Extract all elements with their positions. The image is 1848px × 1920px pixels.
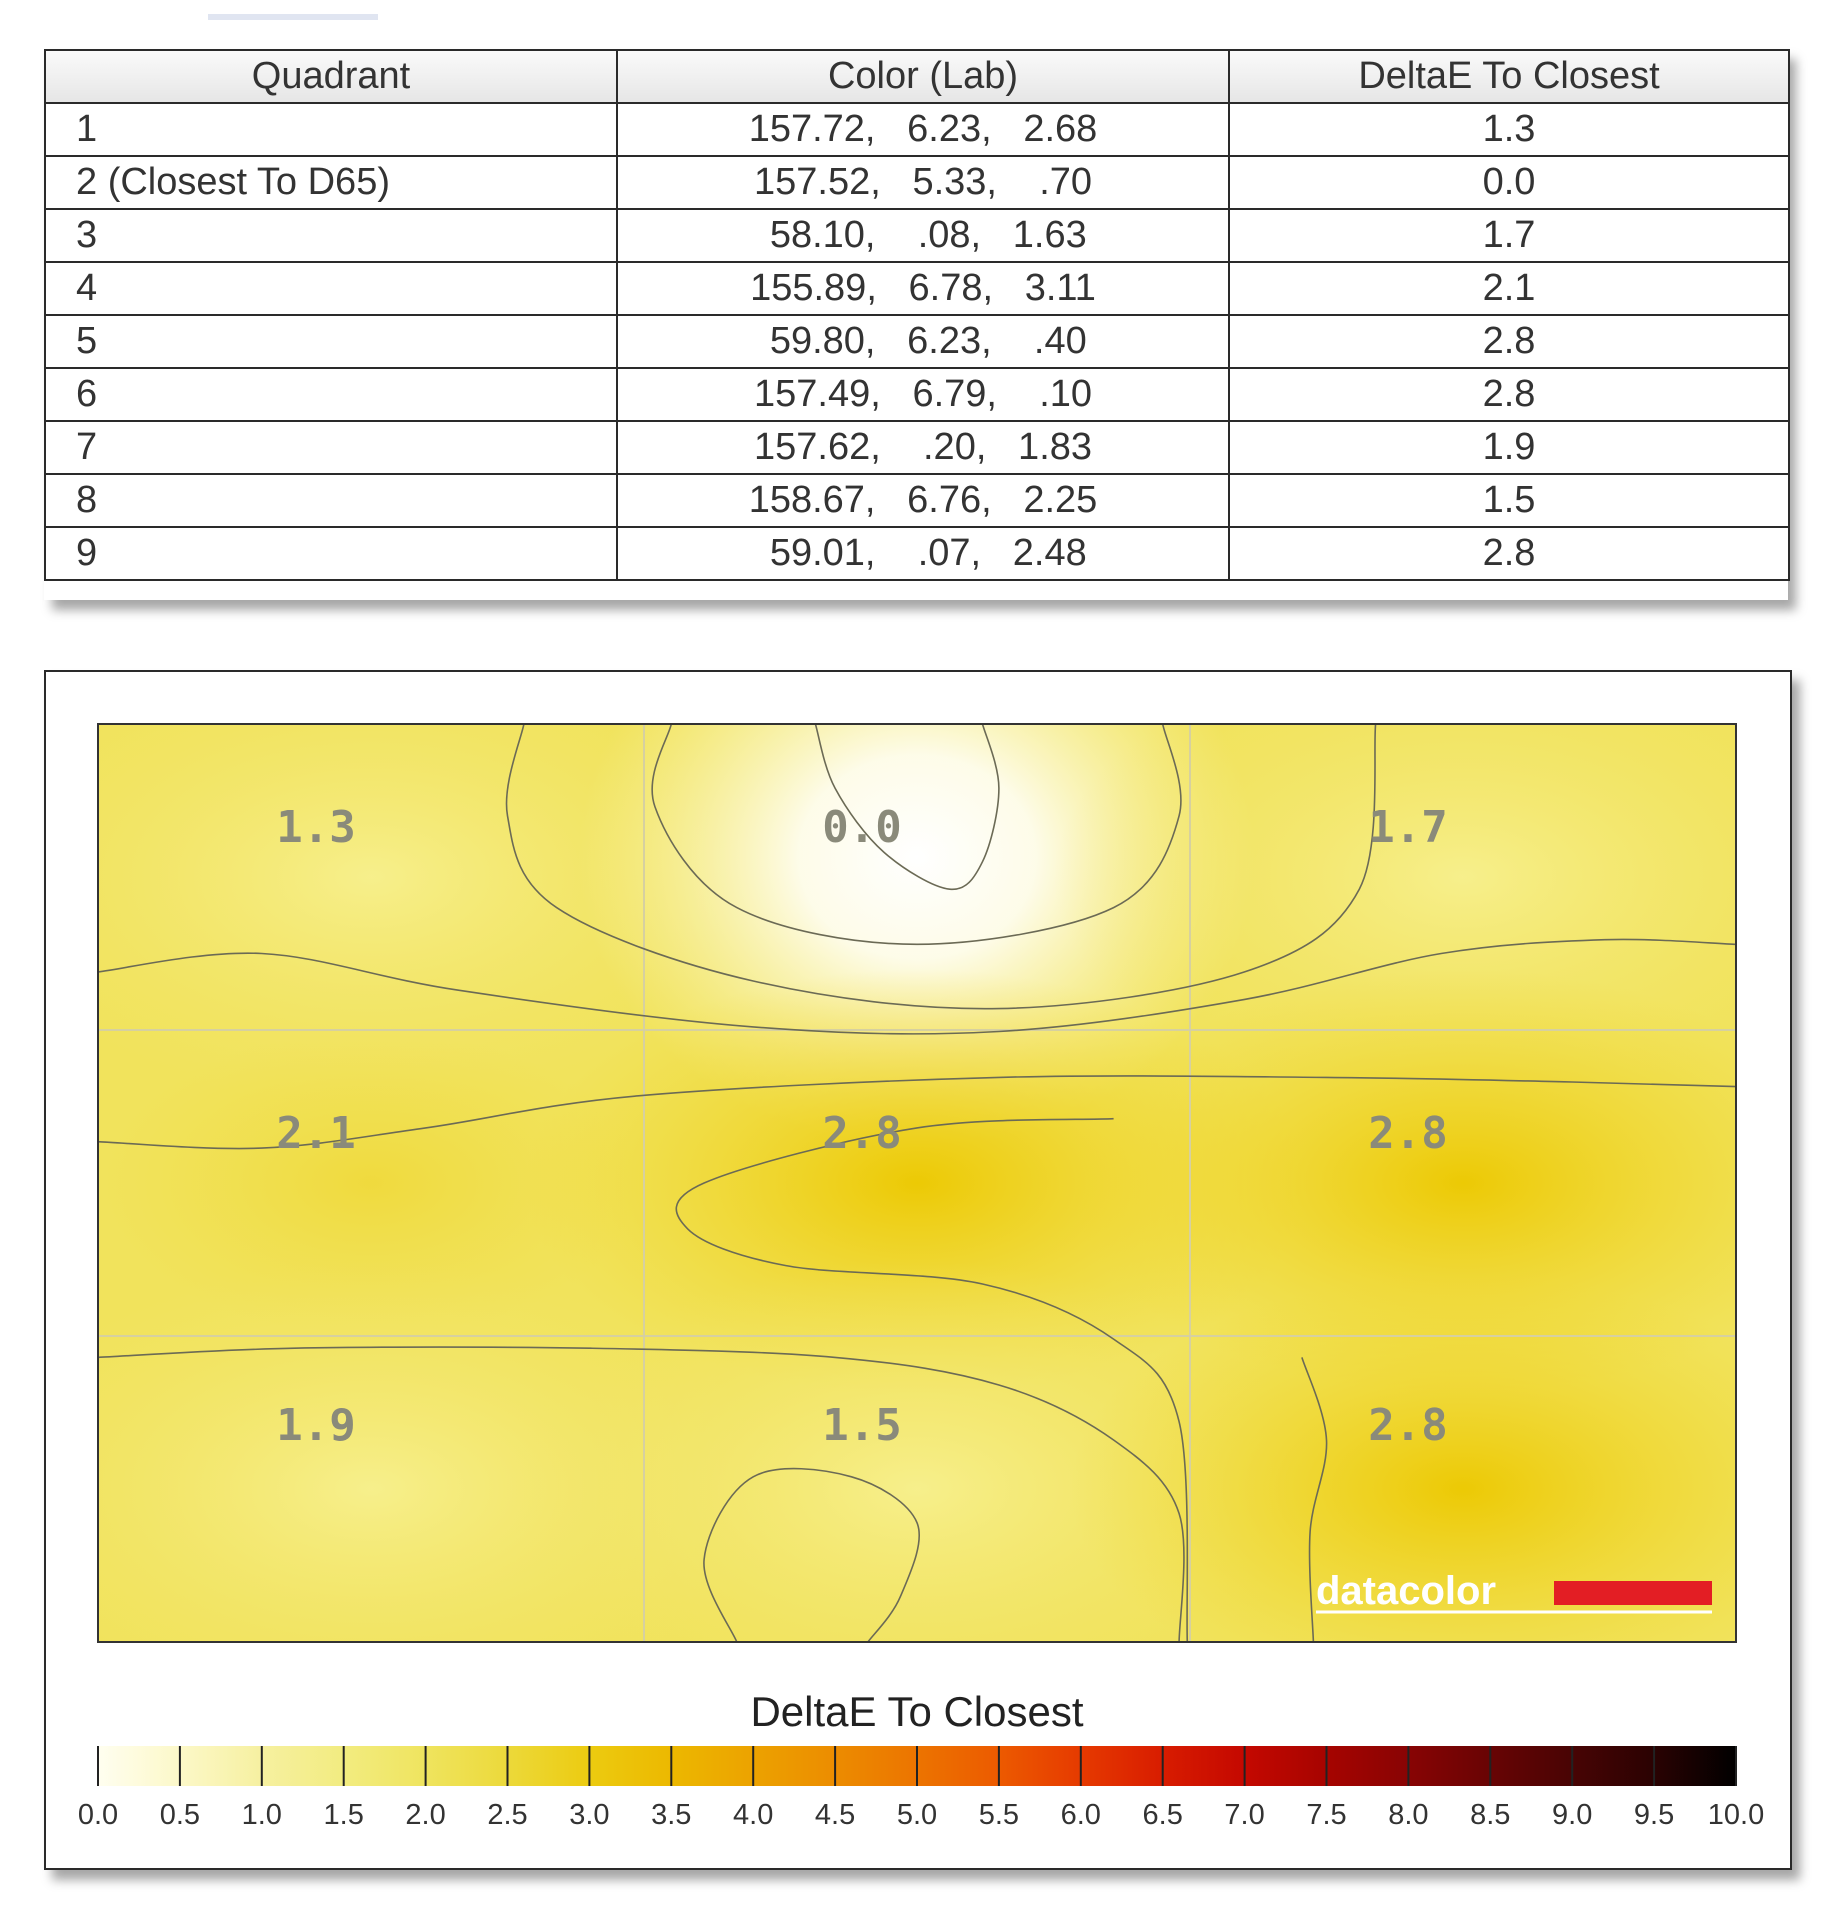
colorbar-tick-label: 6.5 — [1142, 1799, 1183, 1831]
colorbar-tick-label: 1.5 — [323, 1799, 364, 1831]
deltae-cell: 2.1 — [1229, 262, 1789, 315]
colorbar-segment — [671, 1746, 754, 1786]
colorbar-segment — [1572, 1746, 1655, 1786]
color-lab-cell: 157.49, 6.79, .10 — [617, 368, 1229, 421]
colorbar-segment — [344, 1746, 427, 1786]
brand-wordmark: datacolor — [1316, 1569, 1497, 1613]
deltae-cell: 2.8 — [1229, 368, 1789, 421]
cell-value-label: 2.8 — [1368, 1400, 1448, 1451]
deltae-cell: 2.8 — [1229, 315, 1789, 368]
colorbar-segment — [508, 1746, 591, 1786]
colorbar-segment — [589, 1746, 672, 1786]
colorbar-tick-label: 2.5 — [487, 1799, 528, 1831]
header-quadrant: Quadrant — [45, 50, 617, 103]
colorbar-tick-label: 7.0 — [1224, 1799, 1265, 1831]
table-row — [45, 262, 1789, 315]
deltae-cell: 1.9 — [1229, 421, 1789, 474]
cell-value-label: 2.1 — [276, 1108, 356, 1159]
deltae-cell: 1.7 — [1229, 209, 1789, 262]
cell-value-label: 1.9 — [276, 1400, 356, 1451]
colorbar-tick-label: 4.0 — [733, 1799, 774, 1831]
table-row — [45, 474, 1789, 527]
colorbar-segment — [1081, 1746, 1164, 1786]
colorbar-tick-label: 10.0 — [1707, 1799, 1765, 1831]
colorbar-tick-label: 4.5 — [814, 1799, 856, 1831]
uniformity-heatmap — [46, 672, 1790, 1868]
colorbar-segment — [180, 1746, 263, 1786]
deltae-cell: 0.0 — [1229, 156, 1789, 209]
colorbar-tick-label: 9.0 — [1552, 1799, 1593, 1831]
quadrant-table-container — [44, 49, 1788, 600]
colorbar-segment — [999, 1746, 1082, 1786]
color-lab-cell: 59.01, .07, 2.48 — [617, 527, 1229, 580]
color-lab-cell: 157.52, 5.33, .70 — [617, 156, 1229, 209]
quadrant-cell: 6 — [45, 368, 617, 421]
colorbar — [78, 1688, 1764, 1831]
table-row — [45, 368, 1789, 421]
colorbar-tick-label: 8.0 — [1388, 1799, 1429, 1831]
color-lab-cell: 59.80, 6.23, .40 — [617, 315, 1229, 368]
color-lab-cell: 155.89, 6.78, 3.11 — [617, 262, 1229, 315]
uniformity-chart-panel — [44, 670, 1792, 1870]
colorbar-segment — [753, 1746, 836, 1786]
table-header-row — [45, 50, 1789, 103]
colorbar-segment — [426, 1746, 509, 1786]
table-row — [45, 315, 1789, 368]
table-row — [45, 421, 1789, 474]
color-lab-cell: 58.10, .08, 1.63 — [617, 209, 1229, 262]
colorbar-segment — [1245, 1746, 1328, 1786]
deltae-cell: 1.3 — [1229, 103, 1789, 156]
colorbar-segment — [917, 1746, 1000, 1786]
colorbar-tick-label: 3.5 — [651, 1799, 692, 1831]
quadrant-cell: 3 — [45, 209, 617, 262]
quadrant-cell: 8 — [45, 474, 617, 527]
colorbar-tick-label: 2.0 — [405, 1799, 446, 1831]
table-row — [45, 103, 1789, 156]
color-lab-cell: 158.67, 6.76, 2.25 — [617, 474, 1229, 527]
page-title-underline — [208, 0, 378, 20]
colorbar-tick-label: 0.0 — [77, 1799, 119, 1831]
colorbar-tick-label: 3.0 — [569, 1799, 610, 1831]
deltae-cell: 1.5 — [1229, 474, 1789, 527]
color-lab-cell: 157.62, .20, 1.83 — [617, 421, 1229, 474]
cell-value-label: 0.0 — [822, 802, 902, 853]
page-header-strip — [0, 0, 1848, 22]
quadrant-cell: 2 (Closest To D65) — [45, 156, 617, 209]
colorbar-title: DeltaE To Closest — [750, 1688, 1084, 1735]
cell-value-label: 2.8 — [1368, 1108, 1448, 1159]
quadrant-cell: 7 — [45, 421, 617, 474]
brand-red-bar — [1554, 1581, 1712, 1605]
colorbar-tick-label: 8.5 — [1470, 1799, 1511, 1831]
header-deltae: DeltaE To Closest — [1229, 50, 1789, 103]
table-row — [45, 527, 1789, 580]
cell-value-label: 1.7 — [1368, 802, 1448, 853]
quadrant-cell: 9 — [45, 527, 617, 580]
colorbar-tick-label: 0.5 — [159, 1799, 201, 1831]
header-color-lab: Color (Lab) — [617, 50, 1229, 103]
colorbar-segment — [1490, 1746, 1573, 1786]
colorbar-tick-label: 5.5 — [978, 1799, 1020, 1831]
colorbar-segment — [835, 1746, 918, 1786]
table-row — [45, 156, 1789, 209]
colorbar-segment — [98, 1746, 181, 1786]
colorbar-tick-label: 5.0 — [896, 1799, 938, 1831]
colorbar-tick-label: 6.0 — [1060, 1799, 1101, 1831]
colorbar-tick-label: 9.5 — [1633, 1799, 1675, 1831]
colorbar-segment — [1163, 1746, 1246, 1786]
colorbar-segment — [1654, 1746, 1737, 1786]
deltae-cell: 2.8 — [1229, 527, 1789, 580]
table-body — [45, 103, 1789, 580]
table-row — [45, 209, 1789, 262]
color-lab-cell: 157.72, 6.23, 2.68 — [617, 103, 1229, 156]
colorbar-tick-label: 1.0 — [241, 1799, 282, 1831]
colorbar-segment — [1408, 1746, 1491, 1786]
quadrant-cell: 4 — [45, 262, 617, 315]
colorbar-segment — [1327, 1746, 1410, 1786]
cell-value-label: 2.8 — [822, 1108, 902, 1159]
colorbar-tick-label: 7.5 — [1306, 1799, 1347, 1831]
quadrant-table — [44, 49, 1790, 581]
quadrant-cell: 1 — [45, 103, 617, 156]
colorbar-segment — [262, 1746, 345, 1786]
cell-value-label: 1.3 — [276, 802, 356, 853]
quadrant-cell: 5 — [45, 315, 617, 368]
cell-value-label: 1.5 — [822, 1400, 902, 1451]
